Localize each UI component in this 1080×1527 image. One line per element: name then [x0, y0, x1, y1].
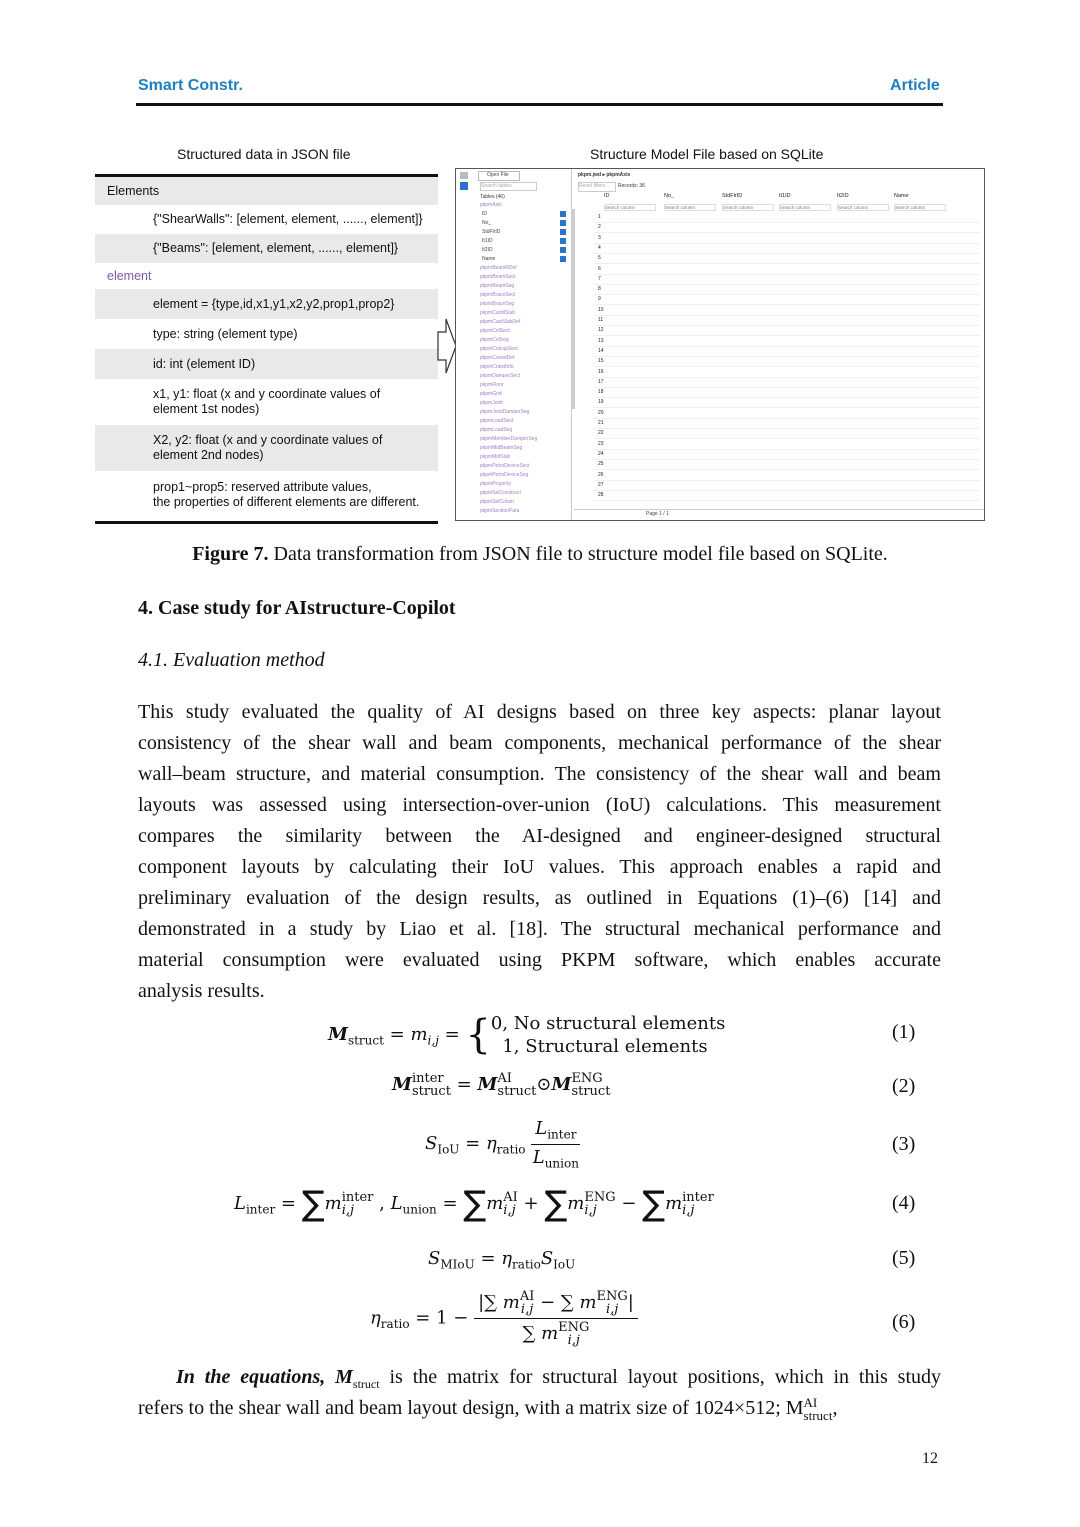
json-row-element-def: element = {type,id,x1,y1,x2,y2,prop1,prop2}	[95, 289, 438, 319]
table-row	[594, 304, 980, 305]
sqlite-table	[574, 169, 984, 520]
json-panel	[95, 174, 438, 524]
json-row-props	[95, 471, 438, 518]
tree-column-item[interactable]: Name	[482, 256, 496, 262]
json-row-type: type: string (element type)	[153, 326, 298, 341]
column-search-input[interactable]: Search column	[837, 204, 889, 211]
m-symbol: In the equations, M	[176, 1366, 353, 1388]
sql-breadcrumb: pkpm.jwd ▸ pkpmAxis	[578, 172, 631, 178]
table-row	[594, 459, 980, 460]
table-row	[594, 294, 980, 295]
table-row-number[interactable]: 25	[598, 461, 604, 468]
tree-table-item[interactable]: pkpmMemberDamperSeg	[480, 436, 538, 442]
table-row	[594, 418, 980, 419]
tree-table-item[interactable]: pkpmDamperSect	[480, 373, 521, 379]
table-row	[594, 274, 980, 275]
table-row-number[interactable]: 14	[598, 347, 604, 354]
json-row-beams: {"Beams": [element, element, ......, element]}	[95, 234, 438, 263]
tree-column-item[interactable]: ID	[482, 211, 487, 217]
tree-table-item[interactable]: pkpmFloor	[480, 382, 504, 388]
table-row	[594, 284, 980, 285]
column-checkbox[interactable]	[560, 238, 566, 244]
column-search-input[interactable]: Search column	[664, 204, 716, 211]
tree-table-item[interactable]: pkpmColSect	[480, 328, 510, 334]
sidebar-scrollbar[interactable]	[571, 209, 575, 409]
column-header[interactable]: StdFlrID	[722, 193, 743, 199]
table-row-number[interactable]: 6	[598, 265, 601, 272]
eq-number: (1)	[892, 1021, 916, 1043]
table-row	[594, 377, 980, 378]
table-row	[594, 356, 980, 357]
equation-6: $\eta_{ratio} = 1$ − |∑ mAI i,j − ∑ mENG i,j | ∑ mENG i,j	[370, 1290, 638, 1347]
json-row-id: id: int (element ID)	[95, 349, 438, 379]
json-row-shearwalls: {"ShearWalls": [element, element, ......, element]}	[153, 212, 423, 226]
column-header[interactable]: It2ID	[837, 193, 849, 199]
x1y1-line1: x1, y1: float (x and y coordinate values of	[153, 387, 381, 401]
tables-count: Tables (46)	[480, 194, 505, 200]
tree-table-item[interactable]: pkpmLoadSect	[480, 418, 514, 424]
table-row	[594, 232, 980, 233]
sqlite-screenshot	[455, 168, 985, 521]
tree-table-item[interactable]: pkpmSectionPara	[480, 508, 520, 514]
table-row	[594, 397, 980, 398]
table-row-number[interactable]: 20	[598, 409, 604, 416]
transform-arrow-icon	[437, 318, 457, 374]
table-row-number[interactable]: 28	[598, 492, 604, 499]
tree-column-item[interactable]: It1ID	[482, 238, 493, 244]
table-row-number[interactable]: 8	[598, 286, 601, 293]
eq-number: (3)	[892, 1133, 916, 1155]
table-row-number[interactable]: 16	[598, 368, 604, 375]
json-row-x1y1	[95, 379, 438, 425]
tree-table-item[interactable]: pkpmMidBeamSeg	[480, 445, 523, 451]
para-line: component layouts by calculating their IoU values. This approach enables a rapid and	[138, 856, 941, 878]
reset-filters-button[interactable]: Reset filters	[578, 182, 616, 192]
journal-name: Smart Constr.	[138, 77, 243, 94]
table-row	[594, 449, 980, 450]
section-title: 4. Case study for AIstructure-Copilot	[138, 597, 456, 619]
table-row-number[interactable]: 10	[598, 306, 604, 313]
props-line1: prop1~prop5: reserved attribute values,	[153, 479, 372, 494]
para-line: material consumption were evaluated using PKPM software, which enables accurate	[138, 949, 941, 971]
json-row-element-heading: element	[107, 268, 152, 283]
json-row-elements: Elements	[95, 177, 438, 205]
table-row	[594, 500, 980, 501]
table-row-number[interactable]: 4	[598, 244, 601, 251]
table-row-number[interactable]: 3	[598, 234, 601, 241]
tree-table-item[interactable]: pkpmBeamRDef	[480, 265, 517, 271]
header-rule	[136, 103, 943, 106]
table-row	[594, 407, 980, 408]
sql-panel-title: Structure Model File based on SQLite	[590, 146, 824, 162]
table-row	[594, 428, 980, 429]
tree-table-item[interactable]: pkpmLoadSeg	[480, 427, 513, 433]
bottom-line-1: In the equations, $M_{struct}$ is the matrix for structural layout positions, which in this study	[176, 1366, 942, 1391]
sqlite-sidebar	[456, 169, 572, 520]
tree-table-item[interactable]: pkpmBeamSeg	[480, 283, 515, 289]
tree-table-item[interactable]: pkpmMidSlab	[480, 454, 511, 460]
tree-column-item[interactable]: StdFlrID	[482, 229, 501, 235]
table-row	[594, 469, 980, 470]
search-tables-input[interactable]: Search tables	[480, 182, 537, 191]
column-checkbox[interactable]	[560, 220, 566, 226]
tree-table-item[interactable]: pkpmJoint	[480, 400, 503, 406]
tree-table-item[interactable]: pkpmPetroDeviceSect	[480, 463, 530, 469]
tree-table-item[interactable]: pkpmJointDamperSeg	[480, 409, 530, 415]
column-header[interactable]: It1ID	[779, 193, 791, 199]
bottom-line-2: refers to the shear wall and beam layout design, with a matrix size of 1024×512; MAI struct,	[138, 1395, 838, 1424]
table-row-number[interactable]: 26	[598, 471, 604, 478]
table-row	[594, 387, 980, 388]
eq-number: (2)	[892, 1075, 916, 1097]
table-row-number[interactable]: 7	[598, 275, 601, 282]
table-row-number[interactable]: 24	[598, 450, 604, 457]
pagination-bar	[574, 509, 984, 520]
search-icon	[460, 182, 468, 190]
eq-number: (6)	[892, 1311, 916, 1333]
column-header[interactable]: ID	[604, 193, 610, 199]
para-line: layouts was assessed using intersection-over-union (IoU) calculations. This measurement	[138, 794, 941, 816]
column-search-input[interactable]: Search column	[894, 204, 946, 211]
column-checkbox[interactable]	[560, 256, 566, 262]
para-line: demonstrated in a study by Liao et al. [18]. The structural mechanical performance and	[138, 918, 941, 940]
table-row	[594, 490, 980, 491]
equation-4: $L_{inter}$ = ∑minter i,j , $L_{union} = \sum mAI$ i,j + ∑mENG i,j − ∑minter i,j	[234, 1184, 714, 1224]
column-checkbox[interactable]	[560, 247, 566, 253]
tree-column-item[interactable]: It2ID	[482, 247, 493, 253]
props-line2: the properties of different elements are different.	[153, 494, 420, 509]
table-row	[594, 438, 980, 439]
table-row-number[interactable]: 22	[598, 430, 604, 437]
table-row-number[interactable]: 18	[598, 389, 604, 396]
open-file-button[interactable]: Open File	[478, 171, 520, 181]
column-search-input[interactable]: Search column	[779, 204, 831, 211]
table-row-number[interactable]: 9	[598, 296, 601, 303]
tree-table-item[interactable]: pkpmCrdwtInfo	[480, 364, 514, 370]
column-header[interactable]: Name	[894, 193, 909, 199]
table-row	[594, 263, 980, 264]
table-row-number[interactable]: 27	[598, 481, 604, 488]
x1y1-line2: element 1st nodes)	[153, 402, 260, 416]
equation-2: Minter struct = MAI struct⊙MENG struct	[392, 1071, 611, 1099]
eq1-case0: 0, No structural elements	[490, 1013, 726, 1034]
para-line: analysis results.	[138, 980, 265, 1002]
eq-number: (5)	[892, 1247, 916, 1269]
table-row-number[interactable]: 1	[598, 214, 601, 220]
equation-5: $S_{MIoU} = \eta_{ratio}S_{IoU}$	[428, 1248, 576, 1272]
tree-table-item[interactable]: pkpmBraceSeg	[480, 301, 515, 307]
table-row-number[interactable]: 23	[598, 440, 604, 447]
tree-table-item[interactable]: pkpmColcapSect	[480, 346, 518, 352]
equation-1: $M_{struct} = m_{i,j} = \{0$, No structural elements 1, Structural elements	[328, 1012, 726, 1058]
tree-table-item[interactable]: pkpmPetroDeviceSeg	[480, 472, 529, 478]
table-row-number[interactable]: 11	[598, 317, 604, 323]
column-checkbox[interactable]	[560, 211, 566, 217]
table-row-number[interactable]: 17	[598, 378, 604, 385]
tree-table-item[interactable]: pkpmCastSlabDef	[480, 319, 521, 325]
table-row	[594, 346, 980, 347]
table-row	[594, 253, 980, 254]
subsection-title: 4.1. Evaluation method	[138, 649, 325, 671]
table-row-number[interactable]: 5	[598, 255, 601, 262]
eq-number: (4)	[892, 1192, 916, 1214]
records-count: Records: 36	[618, 183, 645, 189]
bottom-text-1: is the matrix for structural layout positions, which in this study	[379, 1366, 942, 1388]
tree-table-item[interactable]: pkpmCrowdDef	[480, 355, 515, 361]
table-row-number[interactable]: 21	[598, 420, 604, 426]
table-row-number[interactable]: 13	[598, 337, 604, 344]
article-type: Article	[890, 77, 940, 94]
x2y2-line2: element 2nd nodes)	[153, 448, 264, 462]
tree-table-item[interactable]: pkpmColSeg	[480, 337, 509, 343]
tree-table-item[interactable]: pkpmCantilSlab	[480, 310, 516, 316]
tree-table-item[interactable]: pkpmGrid	[480, 391, 502, 397]
table-row	[594, 335, 980, 336]
column-checkbox[interactable]	[560, 229, 566, 235]
table-row-number[interactable]: 15	[598, 358, 604, 365]
page-indicator: Page 1 / 1	[646, 511, 669, 517]
table-row-number[interactable]: 2	[598, 224, 601, 231]
tree-table-item[interactable]: pkpmBraceSect	[480, 292, 516, 298]
para-line: wall–beam structure, and material consumption. The consistency of the shear wall and beam	[138, 763, 941, 785]
para-line: consistency of the shear wall and beam components, mechanical performance of the shear	[138, 732, 941, 754]
caption-label: Figure 7.	[192, 543, 269, 565]
page-number: 12	[922, 1450, 938, 1467]
tree-table-item[interactable]: pkpmSelConstruct	[480, 490, 521, 496]
column-search-input[interactable]: Search column	[604, 204, 656, 211]
figure-caption	[0, 543, 1080, 566]
para-line: compares the similarity between the AI-designed and engineer-designed structural	[138, 825, 941, 847]
tree-column-item[interactable]: No_	[482, 220, 492, 226]
json-row-x2y2	[95, 425, 438, 471]
table-row-number[interactable]: 19	[598, 399, 604, 406]
bottom-text-2: refers to the shear wall and beam layout design, with a matrix size of 1024×512; M	[138, 1397, 804, 1419]
para-line: This study evaluated the quality of AI designs based on three key aspects: planar layout	[138, 701, 941, 723]
table-row	[594, 366, 980, 367]
table-row-number[interactable]: 12	[598, 327, 604, 334]
column-search-input[interactable]: Search column	[722, 204, 774, 211]
tree-table-item[interactable]: pkpmBeamSect	[480, 274, 516, 280]
tree-table-item[interactable]: pkpmProperty	[480, 481, 512, 487]
table-row	[594, 222, 980, 223]
table-row	[594, 480, 980, 481]
body-paragraph	[138, 697, 941, 1007]
equation-3: $S_{IoU} = \eta_{ratio}$ $\frac{L_{inter}}{L_{union}}$	[425, 1118, 579, 1171]
eq1-case1: 1, Structural elements	[502, 1036, 708, 1057]
table-row	[594, 315, 980, 316]
table-row	[594, 243, 980, 244]
table-row	[594, 325, 980, 326]
x2y2-line1: X2, y2: float (x and y coordinate values of	[153, 433, 383, 447]
toolbar-icon	[460, 172, 468, 179]
tree-table-item[interactable]: pkpmAxis	[480, 202, 502, 208]
json-panel-title: Structured data in JSON file	[177, 146, 351, 162]
para-line: preliminary evaluation of the design results, as outlined in Equations (1)–(6) [14] and	[138, 887, 941, 909]
caption-text: Data transformation from JSON file to structure model file based on SQLite.	[268, 543, 888, 565]
column-header[interactable]: No_	[664, 193, 675, 199]
tree-table-item[interactable]: pkpmSelColum	[480, 499, 514, 505]
